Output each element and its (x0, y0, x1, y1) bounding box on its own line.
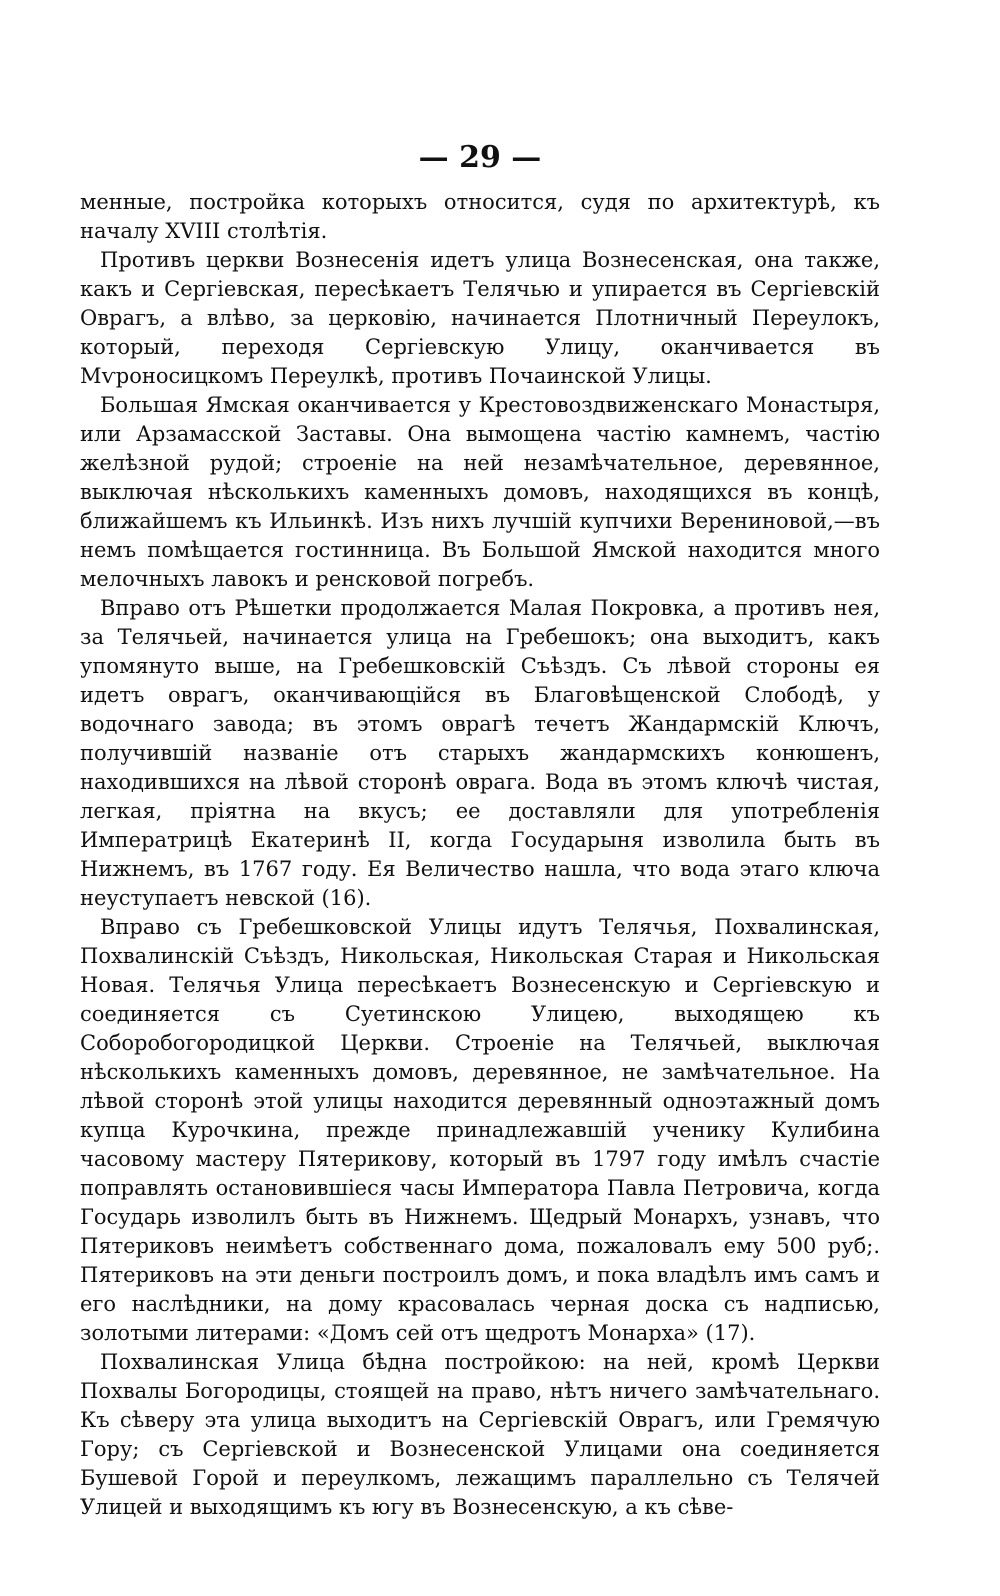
paragraph-3: Большая Ямская оканчивается у Крестовоздвиженскаго Монастыря, или Арзамасской Заставы. Она вымощена частію камнемъ, частію желѣзной рудой; строеніе на ней незамѣчательное, деревянное, выключая нѣсколькихъ каменныхъ домовъ, находящихся въ концѣ, ближайшемъ къ Ильинкѣ. Изъ нихъ лучшій купчихи Верениновой,—въ немъ помѣщается гостинница. Въ Большой Ямской находится много мелочныхъ лавокъ и ренсковой погребъ. (80, 393, 880, 591)
paragraph-1: менные, постройка которыхъ относится, судя по архитектурѣ, къ началу XVIII столѣтія. (80, 190, 880, 243)
page-number: — 29 — (418, 140, 542, 175)
paragraph-5: Вправо съ Гребешковской Улицы идутъ Телячья, Похвалинская, Похвалинскій Съѣздъ, Никольская, Никольская Старая и Никольская Новая. Телячья Улица пересѣкаетъ Вознесенскую и Сергіевскую и соединяется съ Суетинскою Улицею, выходящею къ Соборобогородицкой Церкви. Строеніе на Телячьей, выключая нѣсколькихъ каменныхъ домовъ, деревянное, не замѣчательное. На лѣвой сторонѣ этой улицы находится деревянный одноэтажный домъ купца Курочкина, прежде принадлежавшій ученику Кулибина часовому мастеру Пятерикову, который въ 1797 году имѣлъ счастіе поправлять остановившіеся часы Императора Павла Петровича, когда Государь изволилъ быть въ Нижнемъ. Щедрый Монархъ, узнавъ, что Пятериковъ неимѣетъ собственнаго дома, пожаловалъ ему 500 руб;. Пятериковъ на эти деньги построилъ домъ, и пока владѣлъ имъ самъ и его наслѣдники, на дому красовалась черная доска съ надписью, золотыми литерами: «Домъ сей отъ щедротъ Монарха» (17). (80, 915, 880, 1345)
paragraph-6: Похвалинская Улица бѣдна постройкою: на ней, кромѣ Церкви Похвалы Богородицы, стоящей на право, нѣтъ ничего замѣчательнаго. Къ сѣверу эта улица выходитъ на Сергіевскій Оврагъ, или Гремячую Гору; съ Сергіевской и Вознесенской Улицами она соединяется Бушевой Горой и переулкомъ, лежащимъ параллельно съ Телячей Улицей и выходящимъ къ югу въ Вознесенскую, а къ сѣве- (80, 1350, 880, 1519)
book-page (80, 128, 880, 1522)
paragraph-4: Вправо отъ Рѣшетки продолжается Малая Покровка, а противъ нея, за Телячьей, начинается улица на Гребешокъ; она выходитъ, какъ упомянуто выше, на Гребешковскій Съѣздъ. Съ лѣвой стороны ея идетъ оврагъ, оканчивающійся въ Благовѣщенской Слободѣ, у водочнаго завода; въ этомъ оврагѣ течетъ Жандармскій Ключъ, получившій названіе отъ старыхъ жандармскихъ конюшенъ, находившихся на лѣвой сторонѣ оврага. Вода въ этомъ ключѣ чистая, легкая, пріятна на вкусъ; ее доставляли для употребленія Императрицѣ Екатеринѣ II, когда Государыня изволила быть въ Нижнемъ, въ 1767 году. Ея Величество нашла, что вода этаго ключа неуступаетъ невской (16). (80, 596, 880, 910)
paragraph-2: Противъ церкви Вознесенія идетъ улица Вознесенская, она также, какъ и Сергіевская, пересѣкаетъ Телячью и упирается въ Сергіевскій Оврагъ, а влѣво, за церковію, начинается Плотничный Переулокъ, который, переходя Сергіевскую Улицу, оканчивается въ Мѵроносицкомъ Переулкѣ, противъ Почаинской Улицы. (80, 248, 880, 388)
